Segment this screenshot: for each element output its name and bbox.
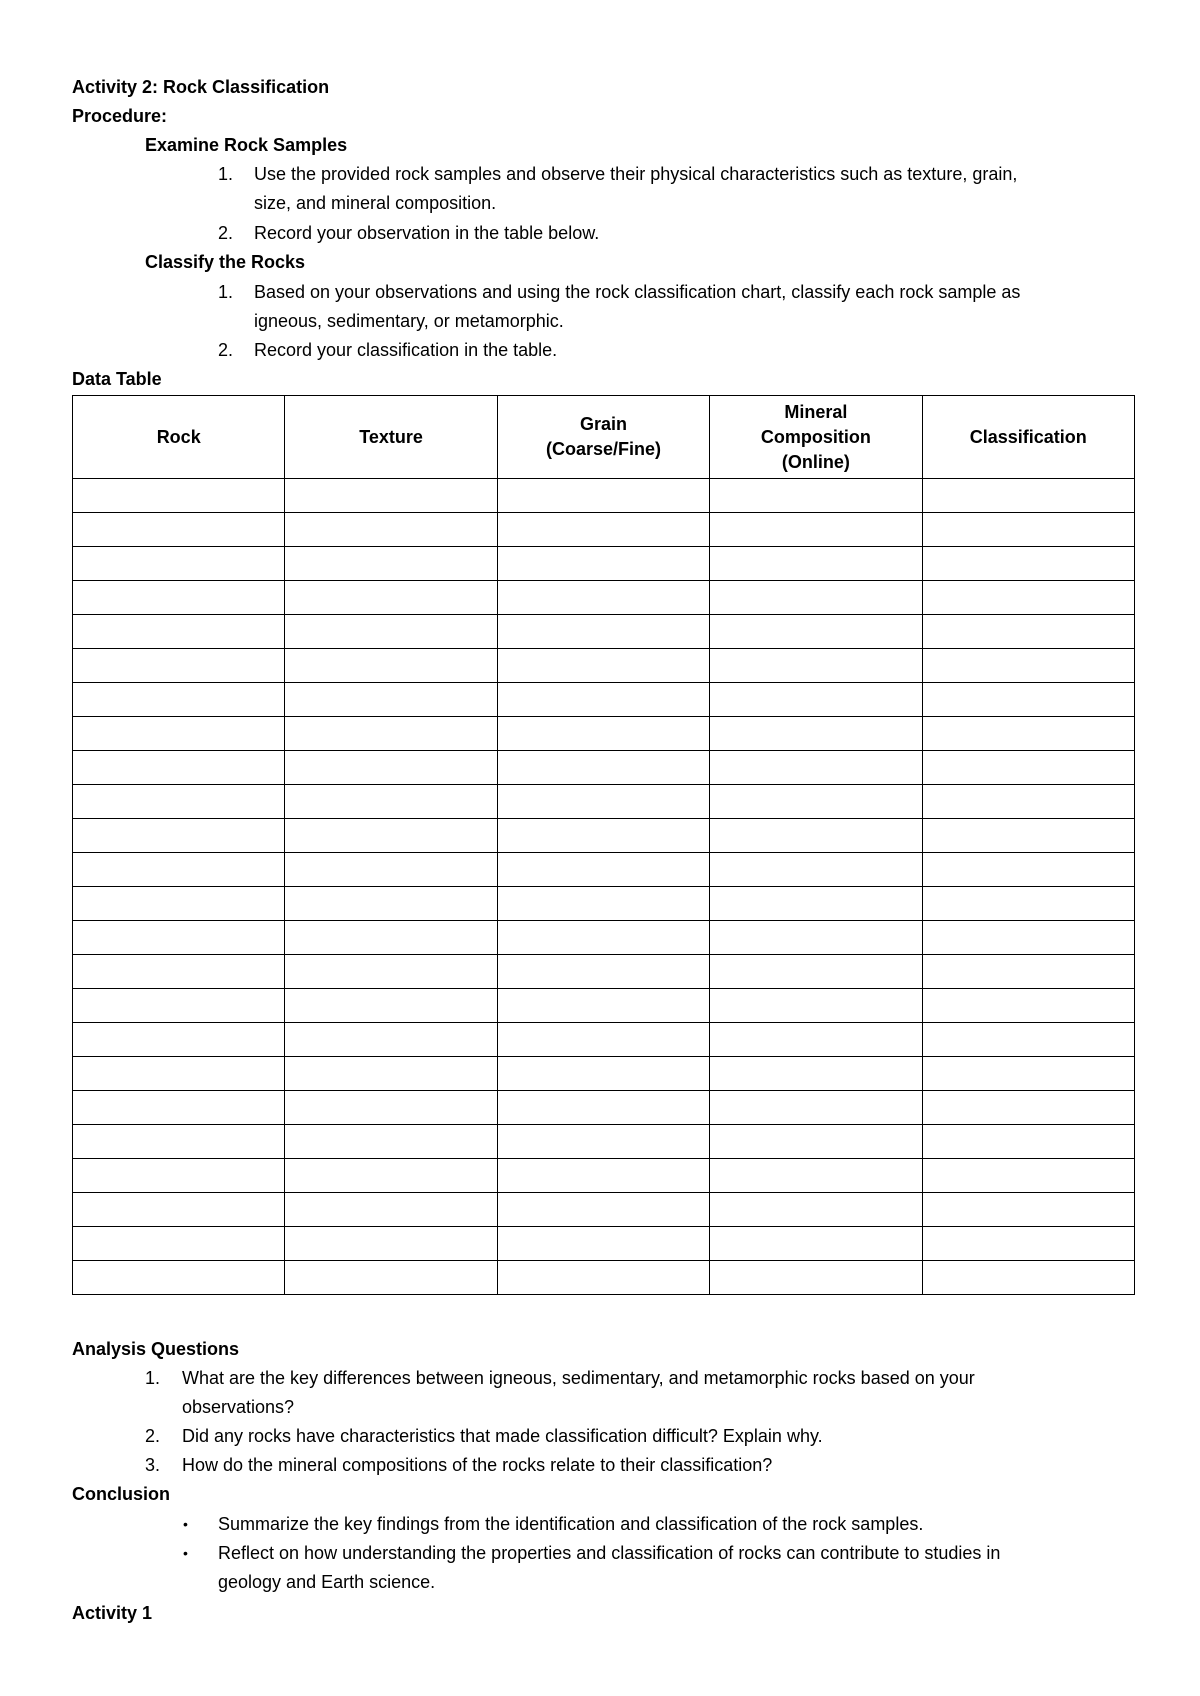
table-cell[interactable] — [285, 717, 497, 751]
table-row — [73, 989, 1135, 1023]
table-row — [73, 513, 1135, 547]
step-text: size, and mineral composition. — [254, 193, 497, 213]
table-cell[interactable] — [922, 717, 1134, 751]
table-cell[interactable] — [73, 785, 285, 819]
table-cell[interactable] — [710, 1057, 922, 1091]
table-cell[interactable] — [922, 615, 1134, 649]
table-cell[interactable] — [710, 615, 922, 649]
table-cell[interactable] — [922, 785, 1134, 819]
table-row — [73, 887, 1135, 921]
table-cell[interactable] — [922, 989, 1134, 1023]
table-cell[interactable] — [710, 751, 922, 785]
table-cell[interactable] — [73, 989, 285, 1023]
table-cell[interactable] — [497, 1193, 709, 1227]
table-cell[interactable] — [497, 1057, 709, 1091]
table-cell[interactable] — [922, 887, 1134, 921]
table-cell[interactable] — [497, 819, 709, 853]
table-cell[interactable] — [285, 1159, 497, 1193]
header-line: Rock — [156, 426, 201, 447]
table-cell[interactable] — [922, 955, 1134, 989]
table-cell[interactable] — [922, 819, 1134, 853]
table-cell[interactable] — [285, 989, 497, 1023]
table-cell[interactable] — [922, 683, 1134, 717]
table-cell[interactable] — [710, 887, 922, 921]
data-table-label: Data Table — [72, 369, 162, 389]
table-cell[interactable] — [73, 479, 285, 513]
header-texture — [285, 396, 497, 479]
table-cell[interactable] — [285, 1057, 497, 1091]
table-cell[interactable] — [497, 581, 709, 615]
table-row — [73, 955, 1135, 989]
table-row — [73, 1227, 1135, 1261]
table-row — [73, 547, 1135, 581]
table-cell[interactable] — [73, 513, 285, 547]
table-cell[interactable] — [497, 1023, 709, 1057]
table-cell[interactable] — [497, 1091, 709, 1125]
procedure-label: Procedure: — [72, 106, 168, 126]
table-row — [73, 1023, 1135, 1057]
table-cell[interactable] — [73, 649, 285, 683]
table-cell[interactable] — [73, 887, 285, 921]
table-header-row — [73, 396, 1135, 479]
table-cell[interactable] — [497, 1261, 709, 1295]
table-cell[interactable] — [73, 1125, 285, 1159]
header-line: Grain — [579, 414, 627, 434]
table-row — [73, 921, 1135, 955]
table-cell[interactable] — [497, 1125, 709, 1159]
table-cell[interactable] — [922, 581, 1134, 615]
table-cell[interactable] — [73, 853, 285, 887]
table-cell[interactable] — [497, 751, 709, 785]
footer-activity-label: Activity 1 — [72, 1603, 153, 1623]
table-row — [73, 853, 1135, 887]
table-row — [73, 683, 1135, 717]
table-row — [73, 1125, 1135, 1159]
table-row — [73, 649, 1135, 683]
activity-title: Activity 2: Rock Classification — [72, 77, 330, 97]
table-cell[interactable] — [497, 615, 709, 649]
table-cell[interactable] — [285, 1091, 497, 1125]
question-text: How do the mineral compositions of the rocks relate to their classification? — [182, 1455, 773, 1475]
table-cell[interactable] — [497, 1159, 709, 1193]
table-cell[interactable] — [73, 819, 285, 853]
question-number: 3. — [145, 1455, 161, 1475]
table-cell[interactable] — [285, 683, 497, 717]
table-cell[interactable] — [73, 1159, 285, 1193]
table-cell[interactable] — [285, 853, 497, 887]
question-text: What are the key differences between igneous, sedimentary, and metamorphic rocks based on your — [182, 1368, 975, 1388]
header-rock — [73, 396, 285, 479]
table-cell[interactable] — [497, 989, 709, 1023]
table-cell[interactable] — [497, 717, 709, 751]
table-cell[interactable] — [285, 1023, 497, 1057]
table-cell[interactable] — [922, 1227, 1134, 1261]
table-cell[interactable] — [922, 1125, 1134, 1159]
table-row — [73, 1091, 1135, 1125]
header-line: Composition — [760, 426, 871, 447]
table-cell[interactable] — [710, 853, 922, 887]
table-cell[interactable] — [710, 1193, 922, 1227]
header-mineral-composition — [710, 396, 922, 479]
table-cell[interactable] — [922, 751, 1134, 785]
table-cell[interactable] — [710, 717, 922, 751]
question-number: 2. — [145, 1426, 161, 1446]
header-line: Texture — [359, 426, 423, 447]
table-cell[interactable] — [73, 1193, 285, 1227]
table-cell[interactable] — [73, 921, 285, 955]
table-cell[interactable] — [285, 479, 497, 513]
question-number: 1. — [145, 1368, 161, 1388]
table-row — [73, 751, 1135, 785]
table-cell[interactable] — [73, 955, 285, 989]
table-cell[interactable] — [710, 819, 922, 853]
step-text: Record your observation in the table below. — [254, 223, 600, 243]
table-cell[interactable] — [497, 683, 709, 717]
table-cell[interactable] — [922, 853, 1134, 887]
header-line: Mineral — [784, 401, 848, 422]
table-cell[interactable] — [497, 479, 709, 513]
table-cell[interactable] — [73, 581, 285, 615]
step-text: Based on your observations and using the rock classification chart, classify each rock sample as — [254, 282, 1021, 302]
table-cell[interactable] — [710, 1091, 922, 1125]
table-cell[interactable] — [922, 479, 1134, 513]
question-text: observations? — [182, 1397, 295, 1417]
table-cell[interactable] — [710, 1125, 922, 1159]
step-text: Record your classification in the table. — [254, 340, 558, 360]
table-cell[interactable] — [710, 955, 922, 989]
table-cell[interactable] — [497, 1227, 709, 1261]
table-row — [73, 1057, 1135, 1091]
step-text: Use the provided rock samples and observe their physical characteristics such as texture, grain, — [254, 164, 1018, 184]
table-cell[interactable] — [285, 581, 497, 615]
table-cell[interactable] — [922, 1193, 1134, 1227]
table-row — [73, 1261, 1135, 1295]
table-cell[interactable] — [497, 955, 709, 989]
table-row — [73, 581, 1135, 615]
analysis-heading: Analysis Questions — [72, 1339, 240, 1359]
classify-heading: Classify the Rocks — [145, 252, 306, 272]
table-cell[interactable] — [285, 1261, 497, 1295]
table-cell[interactable] — [922, 1057, 1134, 1091]
bullet-icon: • — [183, 1516, 188, 1532]
conclusion-text: Reflect on how understanding the properties and classification of rocks can contribute to studies in — [218, 1543, 1001, 1563]
table-row — [73, 1159, 1135, 1193]
table-cell[interactable] — [285, 513, 497, 547]
header-line: Classification — [969, 426, 1087, 447]
table-row — [73, 615, 1135, 649]
table-cell[interactable] — [710, 1227, 922, 1261]
examine-heading: Examine Rock Samples — [145, 135, 348, 155]
conclusion-heading: Conclusion — [72, 1484, 170, 1504]
table-cell[interactable] — [497, 785, 709, 819]
table-cell[interactable] — [285, 547, 497, 581]
table-cell[interactable] — [497, 513, 709, 547]
header-line: (Online) — [781, 451, 850, 472]
table-cell[interactable] — [285, 1193, 497, 1227]
table-cell[interactable] — [73, 717, 285, 751]
table-cell[interactable] — [497, 649, 709, 683]
data-table — [72, 395, 1135, 1295]
table-cell[interactable] — [710, 989, 922, 1023]
table-cell[interactable] — [922, 1023, 1134, 1057]
table-cell[interactable] — [285, 1227, 497, 1261]
table-cell[interactable] — [73, 547, 285, 581]
step-number: 2. — [218, 223, 234, 243]
table-cell[interactable] — [497, 887, 709, 921]
table-cell[interactable] — [922, 547, 1134, 581]
header-line: (Coarse/Fine) — [545, 439, 661, 459]
table-cell[interactable] — [285, 955, 497, 989]
table-cell[interactable] — [285, 887, 497, 921]
table-cell[interactable] — [710, 513, 922, 547]
table-cell[interactable] — [73, 1091, 285, 1125]
table-cell[interactable] — [922, 1091, 1134, 1125]
table-cell[interactable] — [710, 479, 922, 513]
table-cell[interactable] — [285, 649, 497, 683]
table-cell[interactable] — [710, 921, 922, 955]
table-cell[interactable] — [73, 1261, 285, 1295]
header-classification — [922, 396, 1134, 479]
table-cell[interactable] — [497, 853, 709, 887]
conclusion-text: Summarize the key findings from the identification and classification of the rock samples. — [218, 1514, 924, 1534]
table-cell[interactable] — [285, 785, 497, 819]
table-cell[interactable] — [497, 547, 709, 581]
table-cell[interactable] — [922, 649, 1134, 683]
table-cell[interactable] — [285, 751, 497, 785]
table-row — [73, 479, 1135, 513]
table-cell[interactable] — [710, 649, 922, 683]
table-cell[interactable] — [710, 547, 922, 581]
table-cell[interactable] — [497, 921, 709, 955]
table-cell[interactable] — [285, 921, 497, 955]
table-cell[interactable] — [73, 1023, 285, 1057]
table-cell[interactable] — [922, 513, 1134, 547]
table-cell[interactable] — [73, 615, 285, 649]
table-cell[interactable] — [922, 1159, 1134, 1193]
table-cell[interactable] — [922, 921, 1134, 955]
conclusion-text: geology and Earth science. — [218, 1572, 436, 1592]
step-number: 2. — [218, 340, 234, 360]
table-cell[interactable] — [710, 785, 922, 819]
table-cell[interactable] — [73, 1227, 285, 1261]
table-row — [73, 785, 1135, 819]
table-cell[interactable] — [710, 1261, 922, 1295]
table-cell[interactable] — [710, 1159, 922, 1193]
table-cell[interactable] — [922, 1261, 1134, 1295]
table-cell[interactable] — [710, 581, 922, 615]
table-cell[interactable] — [73, 683, 285, 717]
table-cell[interactable] — [285, 1125, 497, 1159]
table-cell[interactable] — [710, 683, 922, 717]
table-cell[interactable] — [285, 819, 497, 853]
table-row — [73, 819, 1135, 853]
step-number: 1. — [218, 282, 234, 302]
table-cell[interactable] — [285, 615, 497, 649]
table-cell[interactable] — [73, 751, 285, 785]
step-number: 1. — [218, 164, 234, 184]
header-grain — [497, 396, 709, 479]
table-row — [73, 1193, 1135, 1227]
question-text: Did any rocks have characteristics that made classification difficult? Explain why. — [182, 1426, 823, 1446]
step-text: igneous, sedimentary, or metamorphic. — [254, 311, 564, 331]
table-cell[interactable] — [710, 1023, 922, 1057]
table-cell[interactable] — [73, 1057, 285, 1091]
bullet-icon: • — [183, 1545, 188, 1561]
table-row — [73, 717, 1135, 751]
